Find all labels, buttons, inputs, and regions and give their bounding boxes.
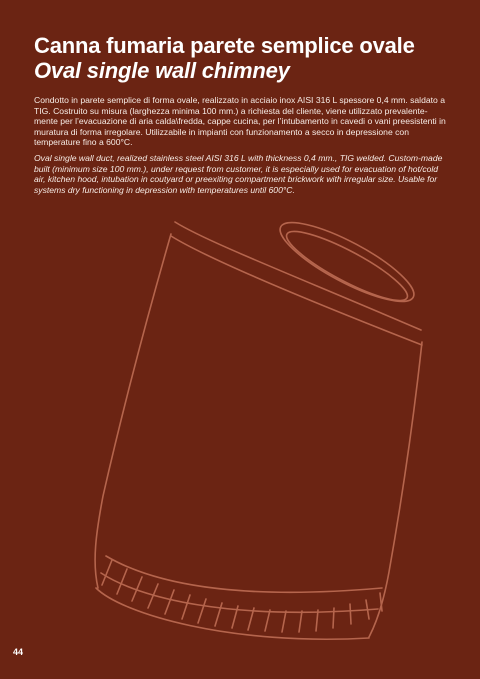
- page-title: [34, 33, 454, 83]
- right-side-outline: [369, 342, 422, 637]
- top-rim-inner: [280, 221, 414, 311]
- title-english: Oval single wall chimney: [34, 58, 290, 83]
- description-english: Oval single wall duct, realized stainless steel AISI 316 L with thickness 0,4 mm., TIG welded. Custom-made built (minimum size 100 mm.), under request from customer, it is especially used for evacuation of hot/cold air, kitchen hood, intubation in coutyard or preexiting compartment brickwork with irregular size. Usable for systems dry functioning in depression with temperatures until 600°C.: [34, 153, 443, 195]
- upper-bead-line: [175, 222, 421, 330]
- page-number: 44: [13, 647, 24, 657]
- bottom-band-top: [106, 556, 382, 592]
- bottom-band-inner: [101, 573, 378, 612]
- bottom-ribs: [102, 560, 382, 632]
- bottom-band-outer: [96, 588, 369, 639]
- description-italian: Condotto in parete semplice di forma ovale, realizzato in acciaio inox AISI 316 L spessore 0,4 mm. saldato a TIG. Costruito su misura (larghezza minima 100 mm.) a richiesta del cliente, viene utilizzato prevalente-mente per l’evacuazione di aria calda\fredda, cappe cucina, per l’intubamento in cavedi o vani preesistenti in muratura di forma irregolare. Utilizzabile in impianti con funzionamento a secco in depressione con temperature fino a 600°C.: [34, 95, 446, 148]
- left-side-outline: [95, 234, 171, 588]
- title-italian: Canna fumaria parete semplice ovale: [34, 33, 415, 58]
- oval-chimney-illustration: [82, 190, 442, 660]
